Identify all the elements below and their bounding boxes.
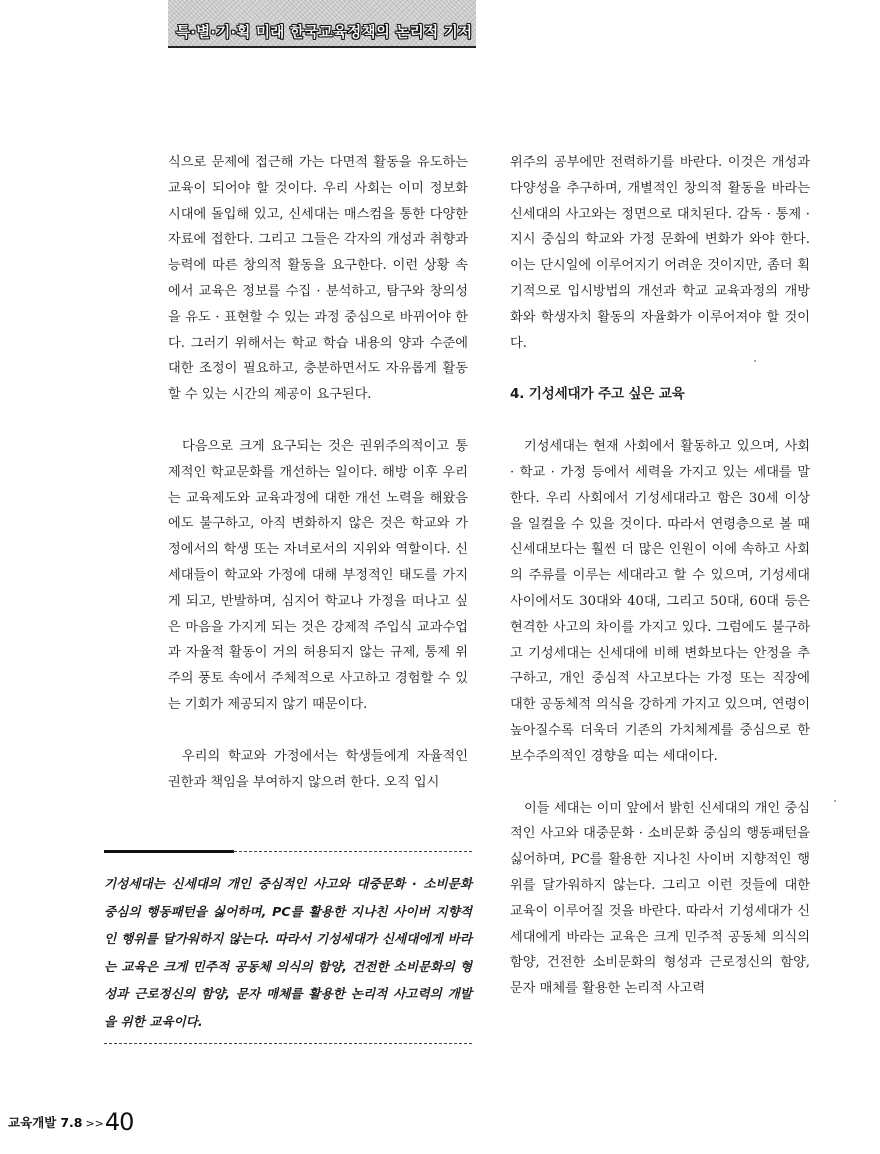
left-column <box>168 150 468 821</box>
section-banner <box>168 0 476 48</box>
pull-quote-accent-bar <box>104 850 234 853</box>
pull-quote-bottom-rule <box>104 1043 472 1044</box>
section-title: 특·별·기·획 미래 한국교육정책의 논리적 기저 <box>176 25 473 41</box>
page-footer <box>8 1108 133 1136</box>
pull-quote-text: 기성세대는 신세대의 개인 중심적인 사고와 대중문화 · 소비문화 중심의 행동패턴을 싫어하며, PC를 활용한 지나친 사이버 지향적인 행위를 달가워하지 않는다. 따라서 기성세대가 신세대에게 바라는 교육은 크게 민주적 공동체 의식의 함양, 건전한 소비문화의 형성과 근로정신의 함양, 문자 매체를 활용한 논리적 사고력의 개발을 위한 교육이다. <box>104 876 472 1029</box>
page-number: 40 <box>104 1108 134 1136</box>
issue-number: 7.8 <box>60 1115 83 1130</box>
pull-quote <box>104 851 472 1044</box>
body-paragraph: 이들 세대는 이미 앞에서 밝힌 신세대의 개인 중심적인 사고와 대중문화 · 소비문화 중심의 행동패턴을 싫어하며, PC를 활용한 지나친 사이버 지향적인 행위를 달가워하지 않는다. 그리고 이런 것들에 대한 교육이 이루어질 것을 바란다. 따라서 기성세대가 신세대에게 바라는 교육은 크게 민주적 공동체 의식의 함양, 건전한 소비문화의 형성과 근로정신의 함양, 문자 매체를 활용한 논리적 사고력 <box>510 800 810 997</box>
scan-speck <box>834 800 836 802</box>
body-paragraph: 기성세대는 현재 사회에서 활동하고 있으며, 사회 · 학교 · 가정 등에서 세력을 가지고 있는 세대를 말한다. 우리 사회에서 기성세대라고 함은 30세 이상을 일컬을 수 있을 것이다. 따라서 연령층으로 볼 때 신세대보다는 훨씬 더 많은 인원이 이에 속하고 사회의 주류를 이루는 세대라고 할 수 있으며, 기성세대 사이에서도 30대와 40대, 그리고 50대, 60대 등은 현격한 사고의 차이를 가지고 있다. 그럼에도 불구하고 기성세대는 신세대에 비해 변화보다는 안정을 추구하고, 개인 중심적 사고보다는 가정 또는 직장에 대한 공동체적 의식을 강하게 가지고 있으며, 연령이 높아질수록 더욱더 기존의 가치체계를 중심으로 한 보수주의적인 경향을 띠는 세대이다. <box>510 439 810 764</box>
arrows-glyph: >> <box>85 1117 104 1130</box>
section-heading: 4. 기성세대가 주고 싶은 교육 <box>510 386 685 403</box>
body-paragraph: 식으로 문제에 접근해 가는 다면적 활동을 유도하는 교육이 되어야 할 것이다. 우리 사회는 이미 정보화시대에 돌입해 있고, 신세대는 매스컴을 통한 다양한 자료에 접한다. 그리고 그들은 각자의 개성과 취향과 능력에 따른 창의적 활동을 요구한다. 이런 상황 속에서 교육은 정보를 수집 · 분석하고, 탐구와 창의성을 유도 · 표현할 수 있는 과정 중심으로 바뀌어야 한다. 그러기 위해서는 학교 학습 내용의 양과 수준에 대한 조정이 필요하고, 충분하면서도 자유롭게 활동할 수 있는 시간의 제공이 요구된다. <box>168 155 468 403</box>
journal-name: 교육개발 <box>8 1115 57 1130</box>
body-paragraph: 우리의 학교와 가정에서는 학생들에게 자율적인 권한과 책임을 부여하지 않으려 한다. 오직 입시 <box>168 748 468 790</box>
scan-speck <box>754 360 756 362</box>
right-column <box>510 150 810 1028</box>
body-paragraph: 위주의 공부에만 전력하기를 바란다. 이것은 개성과 다양성을 추구하며, 개별적인 창의적 활동을 바라는 신세대의 사고와는 정면으로 대치된다. 감독 · 통제 · 지시 중심의 학교와 가정 문화에 변화가 와야 한다. 이는 단시일에 이루어지기 어려운 것이지만, 좀더 획기적으로 입시방법의 개선과 학교 교육과정의 개방화와 학생자치 활동의 자율화가 이루어져야 할 것이다. <box>510 155 810 351</box>
body-paragraph: 다음으로 크게 요구되는 것은 권위주의적이고 통제적인 학교문화를 개선하는 일이다. 해방 이후 우리는 교육제도와 교육과정에 대한 개선 노력을 해왔음에도 불구하고, 아직 변화하지 않은 것은 학교와 가정에서의 학생 또는 자녀로서의 지위와 역할이다. 신세대들이 학교와 가정에 대해 부정적인 태도를 가지게 되고, 반발하며, 심지어 학교나 가정을 떠나고 싶은 마음을 가지게 되는 것은 강제적 주입식 교과수업과 자율적 활동이 거의 허용되지 않는 규제, 통제 위주의 풍토 속에서 주체적으로 사고하고 경험할 수 있는 기회가 제공되지 않기 때문이다. <box>168 438 468 712</box>
pull-quote-top-rule <box>104 851 472 852</box>
